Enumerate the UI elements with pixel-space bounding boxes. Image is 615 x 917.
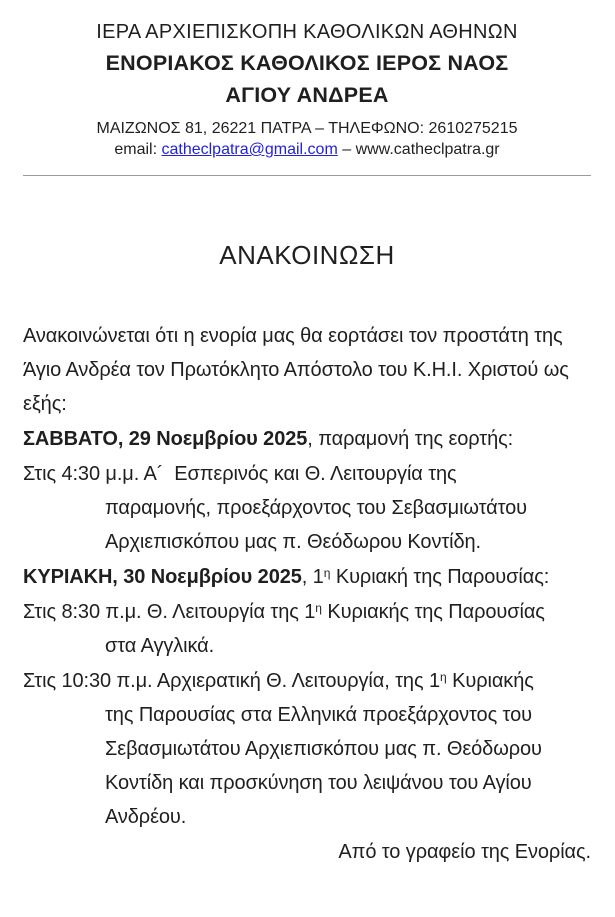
sunday-event-1030-line4: Κοντίδη και προσκύνηση του λειψάνου του Αγίου	[105, 772, 532, 794]
announcement-body	[23, 319, 591, 869]
letterhead	[23, 17, 591, 160]
event-830-ordinal-suffix: η	[315, 601, 322, 615]
saturday-event-line2: παραμονής, προεξάρχοντος του Σεβασμιωτάτου	[105, 497, 528, 519]
event-830-text-post: Κυριακής της Παρουσίας	[321, 601, 545, 623]
contact-line	[23, 139, 591, 160]
email-label: email:	[114, 141, 162, 158]
saturday-heading	[23, 422, 591, 456]
saturday-date: ΣΑΒΒΑΤΟ, 29 Νοεμβρίου 2025	[23, 428, 308, 450]
sunday-event-1030-line2: της Παρουσίας στα Ελληνικά προεξάρχοντος του	[105, 704, 532, 726]
closing-signature: Από το γραφείο της Ενορίας.	[338, 841, 591, 863]
sunday-date: ΚΥΡΙΑΚΗ, 30 Νοεμβρίου 2025	[23, 566, 302, 588]
sunday-event-1030	[23, 664, 591, 834]
saturday-subtitle: , παραμονή της εορτής:	[307, 428, 514, 450]
sunday-heading	[23, 560, 591, 594]
event-830-text-pre: Στις 8:30 π.μ. Θ. Λειτουργία της 1	[23, 601, 316, 623]
saturday-event-line3: Αρχιεπισκόπου μας π. Θεόδωρου Κοντίδη.	[105, 531, 481, 553]
sunday-event-1030-line5: Ανδρέου.	[105, 806, 187, 828]
parish-name-line1: ΕΝΟΡΙΑΚΟΣ ΚΑΘΟΛΙΚΟΣ ΙΕΡΟΣ ΝΑΟΣ	[105, 51, 509, 75]
event-1030-text-post: Κυριακής	[446, 670, 534, 692]
address-phone-line: ΜΑΙΖΩΝΟΣ 81, 26221 ΠΑΤΡΑ – ΤΗΛΕΦΩΝΟ: 2610275215	[96, 120, 518, 137]
intro-paragraph: Ανακοινώνεται ότι η ενορία μας θα εορτάσει τον προστάτη της Άγιο Ανδρέα τον Πρωτόκλητο Απόστολο του Κ.Η.Ι. Χριστού ως εξής:	[23, 325, 569, 415]
announcement-title: ΑΝΑΚΟΙΝΩΣΗ	[219, 240, 395, 270]
parish-name-line2: ΑΓΙΟΥ ΑΝΔΡΕΑ	[225, 83, 389, 107]
sunday-ordinal-suffix: η	[323, 566, 331, 580]
sunday-subtitle-post: Κυριακή της Παρουσίας:	[330, 566, 550, 588]
email-link[interactable]: catheclpatra@gmail.com	[161, 141, 338, 158]
sunday-subtitle-pre: , 1	[301, 566, 324, 588]
sunday-event-830	[23, 595, 591, 663]
saturday-event-line1: Στις 4:30 μ.μ. Α´ Εσπερινός και Θ. Λειτουργία της	[23, 463, 457, 485]
sunday-event-1030-line3: Σεβασμιωτάτου Αρχιεπισκόπου μας π. Θεόδωρου	[105, 738, 542, 760]
event-1030-ordinal-suffix: η	[439, 670, 447, 684]
header-divider	[23, 175, 591, 176]
sunday-event-830-line1	[23, 595, 591, 629]
sunday-event-1030-line1	[23, 664, 591, 698]
website-text: – www.catheclpatra.gr	[337, 141, 500, 158]
archdiocese-name: ΙΕΡΑ ΑΡΧΙΕΠΙΣΚΟΠΗ ΚΑΘΟΛΙΚΩΝ ΑΘΗΝΩΝ	[96, 21, 518, 43]
event-1030-text-pre: Στις 10:30 π.μ. Αρχιερατική Θ. Λειτουργία, της 1	[23, 670, 440, 692]
saturday-event-vespers	[23, 457, 591, 559]
sunday-event-830-line2: στα Αγγλικά.	[105, 635, 215, 657]
